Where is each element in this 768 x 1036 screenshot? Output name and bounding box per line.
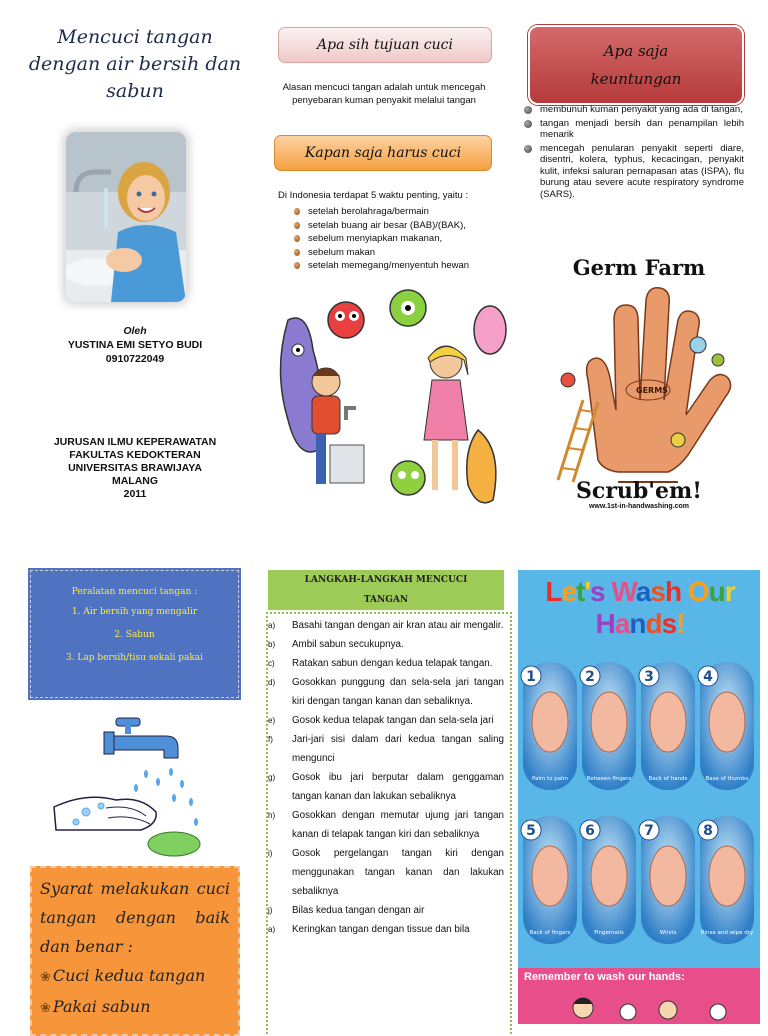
step-letter: d): [268, 678, 276, 687]
germs-label: GERMS: [636, 386, 668, 395]
list-item: [268, 768, 504, 806]
wash-step-8: [698, 816, 754, 944]
kapan-list: [294, 205, 469, 273]
cover-title-line-1: Mencuci tangan: [57, 26, 213, 48]
step-text: Gosok kedua telapak tangan dan sela-sela jari: [292, 715, 494, 726]
wash-poster-title-text: Let's Wash Our Hands!: [545, 576, 735, 639]
remember-text: Remember to wash our hands:: [524, 971, 685, 983]
wash-step-caption: Back of fingers: [529, 930, 571, 936]
institution-line-1: JURUSAN ILMU KEPERAWATAN: [53, 436, 217, 448]
list-item: [268, 901, 504, 920]
wash-step-caption: Palm to palm: [531, 776, 569, 782]
step-letter: c): [268, 659, 275, 668]
list-item: sebelum makan: [294, 246, 469, 260]
list-item: [268, 635, 504, 654]
step-letter: h): [268, 811, 276, 820]
kapan-intro: Di Indonesia terdapat 5 waktu penting, yaitu :: [278, 190, 469, 201]
list-item: ❀ Pakai sabun: [40, 992, 230, 1023]
peralatan-list: [31, 607, 238, 663]
list-item: [268, 806, 504, 844]
list-item: [268, 673, 504, 711]
step-text: Basahi tangan dengan air kran atau air mengalir.: [292, 620, 504, 631]
author-name: YUSTINA EMI SETYO BUDI: [67, 339, 203, 351]
step-letter: f): [268, 735, 273, 744]
list-item: [268, 844, 504, 901]
wash-poster-title: [522, 576, 758, 640]
list-item: tangan menjadi bersih dan penampilan lebih menarik: [524, 118, 744, 141]
author-id: 0910722049: [105, 353, 165, 365]
list-item: [268, 711, 504, 730]
wash-step-caption: Back of hands: [648, 776, 688, 782]
syarat-box: [30, 866, 240, 1036]
step-text: Gosokkan punggung dan sela-sela jari tangan kiri dengan tangan kanan dan sebaliknya.: [292, 677, 504, 707]
wash-step-5: [521, 816, 577, 944]
list-item: setelah berolahraga/bermain: [294, 205, 469, 219]
step-letter: j): [268, 906, 273, 915]
wash-step-number: 7: [644, 823, 654, 839]
child-washing-photo: [66, 132, 186, 302]
wash-step-number: 6: [585, 823, 595, 839]
institution-line-5: 2011: [123, 488, 147, 500]
wash-step-7: [639, 816, 695, 944]
faucet-illustration: [46, 712, 216, 862]
list-item: sebelum menyiapkan makanan,: [294, 232, 469, 246]
tujuan-text: Alasan mencuci tangan adalah untuk mencegah penyebaran kuman penyakit melalui tangan: [282, 82, 486, 106]
step-text: Ambil sabun secukupnya.: [292, 639, 404, 650]
langkah-list: [268, 616, 504, 939]
wash-step-3: [639, 662, 695, 790]
list-item: [268, 920, 504, 939]
peralatan-title: Peralatan mencuci tangan :: [71, 587, 198, 597]
step-text: Gosokkan dengan memutar ujung jari tangan kanan di telapak tangan kiri dan sebaliknya: [292, 810, 504, 840]
germ-url: www.1st-in-handwashing.com: [588, 503, 690, 510]
step-letter: g): [268, 773, 276, 782]
keuntungan-heading-line-2: keuntungan: [590, 70, 682, 88]
keuntungan-heading-line-1: Apa saja: [603, 42, 669, 60]
institution-line-3: UNIVERSITAS BRAWIJAYA: [68, 462, 202, 474]
wash-step-caption: Base of thumbs: [705, 776, 749, 782]
list-item: 2. Sabun: [114, 630, 155, 640]
wash-step-number: 3: [644, 669, 654, 685]
list-item: setelah buang air besar (BAB)/(BAK),: [294, 219, 469, 233]
peralatan-box: [30, 570, 239, 698]
germs-cartoon-illustration: [268, 280, 508, 520]
keuntungan-heading: [528, 25, 744, 105]
list-item: ❀ Cuci kedua tangan: [40, 961, 230, 992]
wash-step-4: [698, 662, 754, 790]
list-item: 3. Lap bersih/tisu sekali pakai: [65, 653, 204, 663]
list-item: [268, 730, 504, 768]
germ-farm-title: Germ Farm: [572, 255, 706, 280]
list-item: 1. Air bersih yang mengalir: [71, 607, 198, 617]
step-text: Gosok pergelangan tangan kiri dengan menggunakan tangan kanan dan lakukan sebaliknya: [292, 848, 504, 897]
list-item: [268, 654, 504, 673]
step-text: Jari-jari sisi dalam dari kedua tangan saling mengunci: [292, 734, 504, 764]
list-item: membunuh kuman penyakit yang ada di tangan,: [524, 104, 744, 116]
step-letter: b): [268, 640, 276, 649]
langkah-heading: [268, 570, 504, 610]
institution-line-4: MALANG: [111, 475, 159, 487]
step-letter: a): [268, 621, 276, 630]
scrub-title: Scrub'em!: [576, 478, 702, 504]
step-letter: e): [268, 716, 276, 725]
wash-step-number: 4: [703, 669, 713, 685]
wash-step-caption: Rinse and wipe dry: [700, 930, 754, 936]
step-text: Bilas kedua tangan dengan air: [292, 905, 425, 916]
syarat-heading: Syarat melakukan cuci tangan dengan baik dan benar :: [40, 879, 230, 956]
wash-step-number: 2: [585, 669, 595, 685]
langkah-heading-line-1: LANGKAH-LANGKAH MENCUCI: [304, 575, 468, 585]
wash-step-caption: Between fingers: [586, 776, 632, 782]
cover-title-line-3: sabun: [106, 80, 164, 102]
wash-step-6: [580, 816, 636, 944]
cover-title-line-2: dengan air bersih dan: [28, 53, 242, 75]
step-letter: a): [268, 925, 276, 934]
author-block: [40, 324, 230, 366]
kapan-heading: Kapan saja harus cuci: [274, 135, 492, 171]
cover-title: [20, 24, 250, 105]
wash-step-caption: Wrists: [659, 930, 677, 936]
list-item: [268, 616, 504, 635]
institution-line-2: FAKULTAS KEDOKTERAN: [69, 449, 201, 461]
list-item: setelah memegang/menyentuh hewan: [294, 259, 469, 273]
author-by-label: Oleh: [123, 325, 147, 337]
list-item: mencegah penularan penyakit seperti diare, disentri, kolera, typhus, kecacingan, penyakit kulit, infeksi saluran pernapasan atas (ISPA), flu burung atau severe acute respiratory syndrome (SARS).: [524, 143, 744, 201]
institution-block: [30, 436, 240, 501]
tujuan-heading: Apa sih tujuan cuci: [278, 27, 492, 63]
wash-step-number: 8: [703, 823, 713, 839]
wash-step-2: [580, 662, 636, 790]
step-text: Gosok ibu jari berputar dalam genggaman tangan kanan dan lakukan sebaliknya: [292, 772, 504, 802]
wash-step-number: 5: [526, 823, 536, 839]
langkah-heading-line-2: TANGAN: [363, 595, 409, 605]
step-text: Ratakan sabun dengan kedua telapak tangan.: [292, 658, 493, 669]
step-letter: i): [268, 849, 273, 858]
step-text: Keringkan tangan dengan tissue dan bila: [292, 924, 470, 935]
wash-step-1: [521, 662, 577, 790]
wash-step-caption: Fingernails: [594, 930, 624, 936]
wash-step-number: 1: [526, 669, 536, 685]
keuntungan-list: [524, 104, 744, 202]
